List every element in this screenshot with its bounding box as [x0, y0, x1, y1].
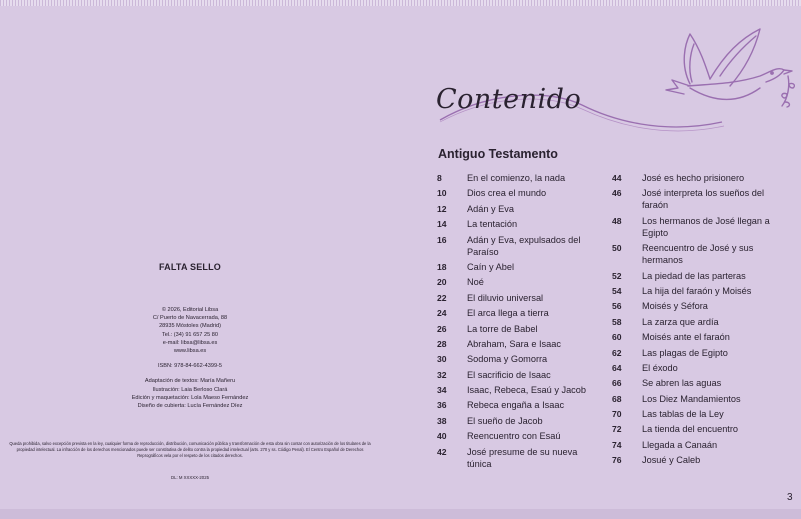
toc-entry-title: Sodoma y Gomorra: [467, 354, 548, 365]
toc-entry-title: Adán y Eva: [467, 203, 514, 214]
toc-entry-title: Reencuentro con Esaú: [467, 431, 561, 442]
toc-entry: [437, 430, 587, 442]
toc-page-number: 58: [612, 316, 622, 327]
toc-entry-title: José es hecho prisionero: [642, 173, 745, 183]
toc-page-number: 14: [437, 219, 447, 230]
toc-entry-title: El sacrificio de Isaac: [467, 369, 551, 380]
toc-entry: [612, 454, 772, 466]
toc-page-number: 10: [437, 188, 447, 199]
toc-entry-title: Reencuentro de José y sus hermanos: [642, 243, 754, 266]
toc-entry-title: Llegada a Canaán: [642, 439, 718, 450]
toc-entry: [612, 300, 772, 312]
toc-page-number: 30: [437, 354, 447, 365]
toc-page-number: 50: [612, 243, 622, 254]
toc-entry: [437, 261, 587, 273]
toc-entry: [437, 446, 587, 470]
address-line-2: 28935 Móstoles (Madrid): [159, 323, 221, 330]
toc-entry: [437, 172, 587, 184]
toc-entry-title: Josué y Caleb: [642, 455, 701, 466]
toc-page-number: 8: [437, 173, 442, 183]
toc-page-number: 64: [612, 362, 622, 373]
toc-entry-title: Los hermanos de José llegan a Egipto: [642, 215, 770, 238]
toc-entry: [437, 415, 587, 427]
toc-entry-title: La torre de Babel: [467, 323, 538, 334]
toc-title: Contenido: [436, 84, 582, 115]
toc-entry-title: Isaac, Rebeca, Esaú y Jacob: [467, 385, 586, 396]
toc-entry-title: Caín y Abel: [467, 261, 514, 272]
legal-notice: Queda prohibida, salvo excepción prevista en la ley, cualquier forma de reproducción, distribución, comunicación pública y transformación de esta obra sin contar con autorización de los titulares de la propiedad intelectual. La infracción de los derechos mencionados puede ser constitutiva de delito contra la propiedad intelectual (arts. 270 y ss. Código Penal). El Centro Español de Derechos Reprográficos vela por el respeto de los citados derechos.: [9, 441, 371, 458]
toc-entry: [437, 234, 587, 258]
credit-adaptation: Adaptación de textos: María Mañeru: [144, 378, 236, 385]
toc-entry-title: La tienda del encuentro: [642, 424, 739, 435]
toc-page-number: 18: [437, 261, 447, 272]
toc-entry: [612, 347, 772, 359]
toc-page-number: 22: [437, 292, 447, 303]
toc-page-number: 68: [612, 393, 622, 404]
toc-page-number: 28: [437, 338, 447, 349]
toc-entry: [437, 323, 587, 335]
copyright-line: © 2026, Editorial Libsa: [161, 307, 219, 313]
toc-page-number: 20: [437, 277, 447, 288]
toc-entry-title: Los Diez Mandamientos: [642, 393, 741, 404]
toc-entry: [612, 408, 772, 420]
toc-entry-title: La piedad de las parteras: [642, 270, 746, 281]
toc-entry: [612, 423, 772, 435]
email-line: e-mail: libsa@libsa.es: [162, 339, 218, 346]
toc-page-number: 74: [612, 439, 622, 450]
legal-deposit: DL: M XXXXX-2025: [171, 475, 209, 480]
toc-entry: [437, 203, 587, 215]
toc-page-number: 38: [437, 415, 447, 426]
toc-entry: [612, 242, 772, 266]
toc-entry: [437, 292, 587, 304]
toc-entry: [437, 276, 587, 288]
toc-column-2: [612, 172, 772, 470]
toc-entry: [437, 353, 587, 365]
toc-column-1: [437, 172, 587, 473]
toc-page-number: 72: [612, 424, 622, 435]
toc-entry-title: El éxodo: [642, 362, 678, 373]
page-number: 3: [787, 492, 793, 503]
toc-entry-title: Moisés ante el faraón: [642, 332, 730, 343]
toc-entry-title: La tentación: [467, 219, 518, 230]
section-heading: Antiguo Testamento: [438, 147, 558, 161]
credit-layout: Edición y maquetación: Lola Maeso Fernández: [131, 394, 249, 401]
left-page: [0, 0, 400, 519]
toc-entry: [612, 187, 772, 211]
toc-page-number: 56: [612, 301, 622, 312]
toc-page-number: 60: [612, 332, 622, 343]
toc-page-number: 54: [612, 285, 622, 296]
toc-entry: [612, 331, 772, 343]
toc-entry-title: Dios crea el mundo: [467, 188, 547, 199]
toc-entry: [612, 215, 772, 239]
credit-illustration: Ilustración: Laia Berloso Clará: [152, 386, 228, 393]
stamp-placeholder: FALTA SELLO: [158, 262, 222, 272]
toc-page-number: 62: [612, 347, 622, 358]
toc-entry-title: Rebeca engaña a Isaac: [467, 400, 565, 411]
toc-page-number: 12: [437, 203, 447, 214]
toc-entry-title: Se abren las aguas: [642, 378, 722, 389]
toc-page-number: 26: [437, 323, 447, 334]
toc-entry: [612, 172, 772, 184]
dove-illustration: [560, 24, 800, 154]
imprint-block: [100, 306, 280, 410]
toc-page-number: 16: [437, 234, 447, 245]
toc-entry-title: El arca llega a tierra: [467, 308, 549, 319]
toc-entry: [612, 316, 772, 328]
toc-page-number: 40: [437, 431, 447, 442]
toc-page-number: 34: [437, 385, 447, 396]
bottom-band: [0, 509, 801, 519]
toc-entry-title: Moisés y Séfora: [642, 301, 708, 312]
credit-cover: Diseño de cubierta: Lucía Fernández Díez: [137, 403, 243, 410]
toc-page-number: 32: [437, 369, 447, 380]
address-line-1: C/ Puerto de Navacerrada, 88: [152, 315, 228, 322]
toc-entry: [437, 399, 587, 411]
toc-page-number: 76: [612, 455, 622, 466]
toc-entry-title: Noé: [467, 277, 484, 288]
toc-page-number: 44: [612, 173, 622, 183]
toc-entry-title: El sueño de Jacob: [467, 415, 543, 426]
toc-entry-title: José interpreta los sueños del faraón: [642, 188, 765, 211]
toc-entry-title: En el comienzo, la nada: [467, 173, 566, 183]
phone-line: Tel.: (34) 91 657 25 80: [162, 331, 218, 338]
toc-entry: [612, 439, 772, 451]
toc-entry-title: Las plagas de Egipto: [642, 347, 728, 358]
toc-entry-title: Abraham, Sara e Isaac: [467, 338, 561, 349]
toc-entry: [612, 377, 772, 389]
isbn-line: ISBN: 978-84-662-4399-5: [157, 363, 223, 370]
toc-entry: [612, 270, 772, 282]
toc-entry-title: La hija del faraón y Moisés: [642, 285, 752, 296]
toc-page-number: 46: [612, 188, 622, 199]
toc-entry: [437, 369, 587, 381]
toc-entry: [437, 187, 587, 199]
toc-page-number: 52: [612, 270, 622, 281]
web-line: www.libsa.es: [173, 348, 207, 355]
toc-entry-title: Adán y Eva, expulsados del Paraíso: [467, 234, 581, 257]
toc-entry-title: La zarza que ardía: [642, 316, 719, 327]
toc-entry: [437, 384, 587, 396]
toc-page-number: 70: [612, 409, 622, 420]
toc-page-number: 42: [437, 446, 447, 457]
toc-page-number: 36: [437, 400, 447, 411]
toc-page-number: 24: [437, 308, 447, 319]
toc-entry-title: José presume de su nueva túnica: [467, 446, 578, 469]
toc-page-number: 66: [612, 378, 622, 389]
toc-entry-title: El diluvio universal: [467, 292, 544, 303]
toc-entry: [612, 285, 772, 297]
toc-entry: [437, 307, 587, 319]
toc-entry-title: Las tablas de la Ley: [642, 409, 724, 420]
toc-entry: [612, 393, 772, 405]
toc-entry: [612, 362, 772, 374]
toc-entry: [437, 338, 587, 350]
toc-entry: [437, 218, 587, 230]
toc-page-number: 48: [612, 215, 622, 226]
